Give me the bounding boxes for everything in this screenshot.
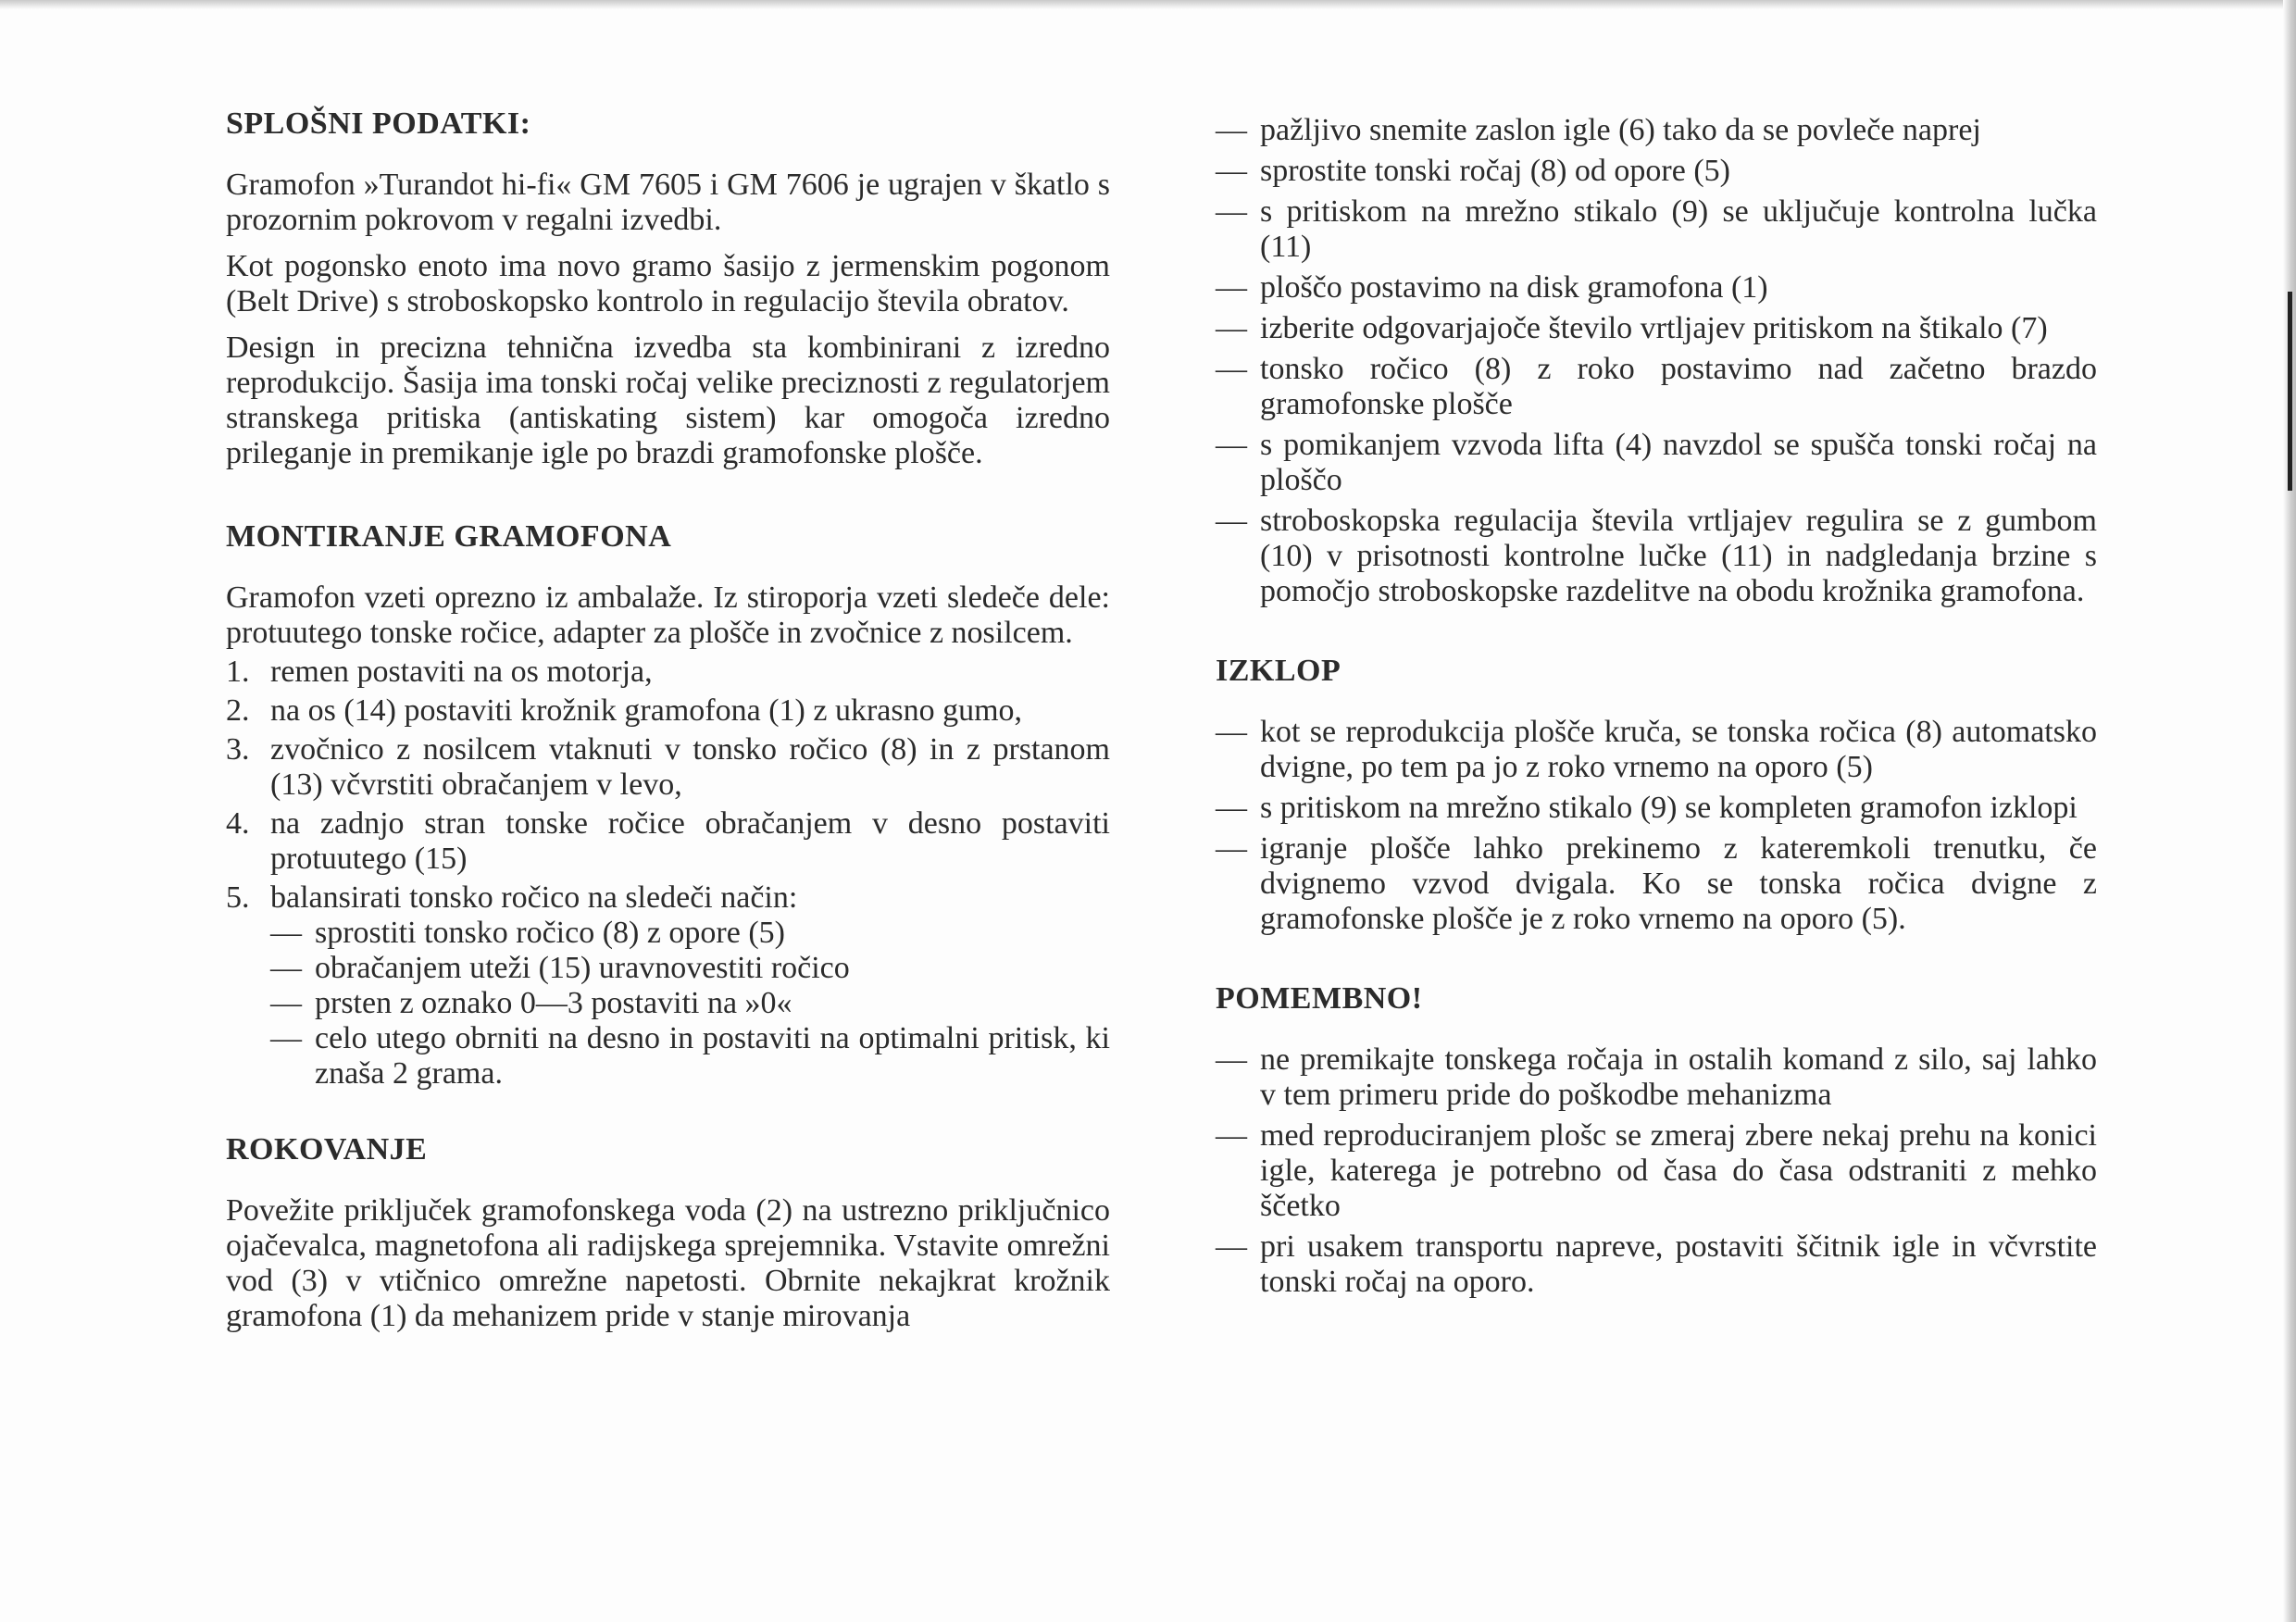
- operation-item: — s pritiskom na mrežno stikalo (9) se uključuje kontrolna lučka (11): [1216, 194, 2097, 265]
- general-heading: SPLOŠNI PODATKI:: [226, 106, 531, 141]
- balance-substep: — celo utego obrniti na desno in postaviti na optimalni pritisk, ki znaša 2 grama.: [270, 1021, 1110, 1092]
- step-number: 3.: [226, 732, 250, 767]
- right-column: [1216, 113, 2097, 1348]
- important-section: [1216, 981, 2097, 1300]
- operation-item: — s pomikanjem vzvoda lifta (4) navzdol se spušča tonski ročaj na ploščo: [1216, 428, 2097, 498]
- mounting-step: [226, 880, 1110, 1092]
- mounting-step: [226, 655, 1110, 690]
- step-text: na os (14) postaviti krožnik gramofona (1) z ukrasno gumo,: [270, 693, 1023, 728]
- important-heading: POMEMBNO!: [1216, 981, 1423, 1016]
- mounting-step: [226, 806, 1110, 877]
- mounting-heading: MONTIRANJE GRAMOFONA: [226, 519, 672, 554]
- balance-substep: — prsten z oznako 0—3 postaviti na »0«: [270, 986, 1110, 1021]
- important-item: — ne premikajte tonskega ročaja in ostalih komand z silo, saj lahko v tem primeru pride do poškodbe mehanizma: [1216, 1042, 2097, 1113]
- step-number: 5.: [226, 880, 250, 915]
- page-right-edge: [2283, 0, 2296, 1622]
- general-paragraph: Design in precizna tehnična izvedba sta kombinirani z izredno reprodukcijo. Šasija ima tonski ročaj velike preciznosti z regulatorjem stranskega pritiska (antiskating sistem) kar omogoča izredno prileganje in premikanje igle po brazdi gramofonske plošče.: [226, 331, 1110, 470]
- balance-substep: — sprostiti tonsko ročico (8) z opore (5): [270, 916, 1110, 951]
- left-column: [226, 106, 1110, 1382]
- handling-heading: ROKOVANJE: [226, 1132, 428, 1167]
- switch-off-item: — igranje plošče lahko prekinemo z kateremkoli trenutku, če dvignemo vzvod dvigala. Ko se tonska ročica dvigne z gramofonske plošče je z roko vrnemo na oporo (5).: [1216, 831, 2097, 937]
- step-text: na zadnjo stran tonske ročice obračanjem v desno postaviti protuutego (15): [270, 806, 1110, 876]
- operation-item: — sprostite tonski ročaj (8) od opore (5): [1216, 154, 2097, 189]
- mounting-intro: Gramofon vzeti oprezno iz ambalaže. Iz stiroporja vzeti sledeče dele: protuutego tonske ročice, adapter za plošče in zvočnice z nosilcem.: [226, 580, 1110, 650]
- operation-item: — stroboskopska regulacija števila vrtljajev regulira se z gumbom (10) v prisotnosti kontrolne lučke (11) in nadgledanja brzine s pomočjo stroboskopske razdelitve na obodu krožnika gramofona.: [1216, 504, 2097, 609]
- balance-substeps: [270, 916, 1110, 1092]
- switch-off-item: — s pritiskom na mrežno stikalo (9) se kompleten gramofon izklopi: [1216, 791, 2097, 826]
- switch-off-list: [1216, 715, 2097, 937]
- switch-off-heading: IZKLOP: [1216, 654, 1341, 688]
- operation-item: — izberite odgovarjajoče število vrtljajev pritiskom na štikalo (7): [1216, 311, 2097, 346]
- operation-item: — tonsko ročico (8) z roko postavimo nad začetno brazdo gramofonske plošče: [1216, 352, 2097, 422]
- mounting-steps: [226, 655, 1110, 1092]
- switch-off-item: — kot se reprodukcija plošče kruča, se tonska ročica (8) automatsko dvigne, po tem pa jo z roko vrnemo na oporo (5): [1216, 715, 2097, 785]
- step-number: 2.: [226, 693, 250, 728]
- step-number: 4.: [226, 806, 250, 841]
- general-section: [226, 106, 1110, 471]
- mounting-section: [226, 519, 1110, 1092]
- important-item: — med reproduciranjem plošc se zmeraj zbere nekaj prehu na konici igle, katerega je potrebno od časa do časa odstraniti z mehko ščetko: [1216, 1118, 2097, 1224]
- scan-binding-mark: [2288, 292, 2292, 491]
- important-list: [1216, 1042, 2097, 1300]
- step-text: balansirati tonsko ročico na sledeči način:: [270, 880, 798, 915]
- handling-paragraph: Povežite priključek gramofonskega voda (2) na ustrezno priključnico ojačevalca, magnetofona ali radijskega sprejemnika. Vstavite omrežni vod (3) v vtičnico omrežne napetosti. Obrnite nekajkrat krožnik gramofona (1) da mehanizem pride v stanje mirovanja: [226, 1193, 1110, 1333]
- page-top-edge: [0, 0, 2296, 9]
- step-text: remen postaviti na os motorja,: [270, 655, 653, 689]
- step-number: 1.: [226, 655, 250, 689]
- switch-off-section: [1216, 654, 2097, 937]
- operation-item: — pažljivo snemite zaslon igle (6) tako da se povleče naprej: [1216, 113, 2097, 148]
- operation-section: [1216, 113, 2097, 609]
- operation-item: — ploščo postavimo na disk gramofona (1): [1216, 270, 2097, 306]
- mounting-step: [226, 732, 1110, 803]
- balance-substep: — obračanjem uteži (15) uravnovestiti ročico: [270, 951, 1110, 986]
- important-item: — pri usakem transportu napreve, postaviti ščitnik igle in včvrstite tonski ročaj na oporo.: [1216, 1229, 2097, 1300]
- general-paragraph: Kot pogonsko enoto ima novo gramo šasijo z jermenskim pogonom (Belt Drive) s stroboskopsko kontrolo in regulacijo števila obratov.: [226, 249, 1110, 318]
- mounting-step: [226, 693, 1110, 729]
- step-text: zvočnico z nosilcem vtaknuti v tonsko ročico (8) in z prstanom (13) včvrstiti obračanjem v levo,: [270, 732, 1110, 802]
- general-paragraph: Gramofon »Turandot hi-fi« GM 7605 i GM 7606 je ugrajen v škatlo s prozornim pokrovom v regalni izvedbi.: [226, 168, 1110, 237]
- handling-section: [226, 1132, 1110, 1334]
- operation-list: [1216, 113, 2097, 609]
